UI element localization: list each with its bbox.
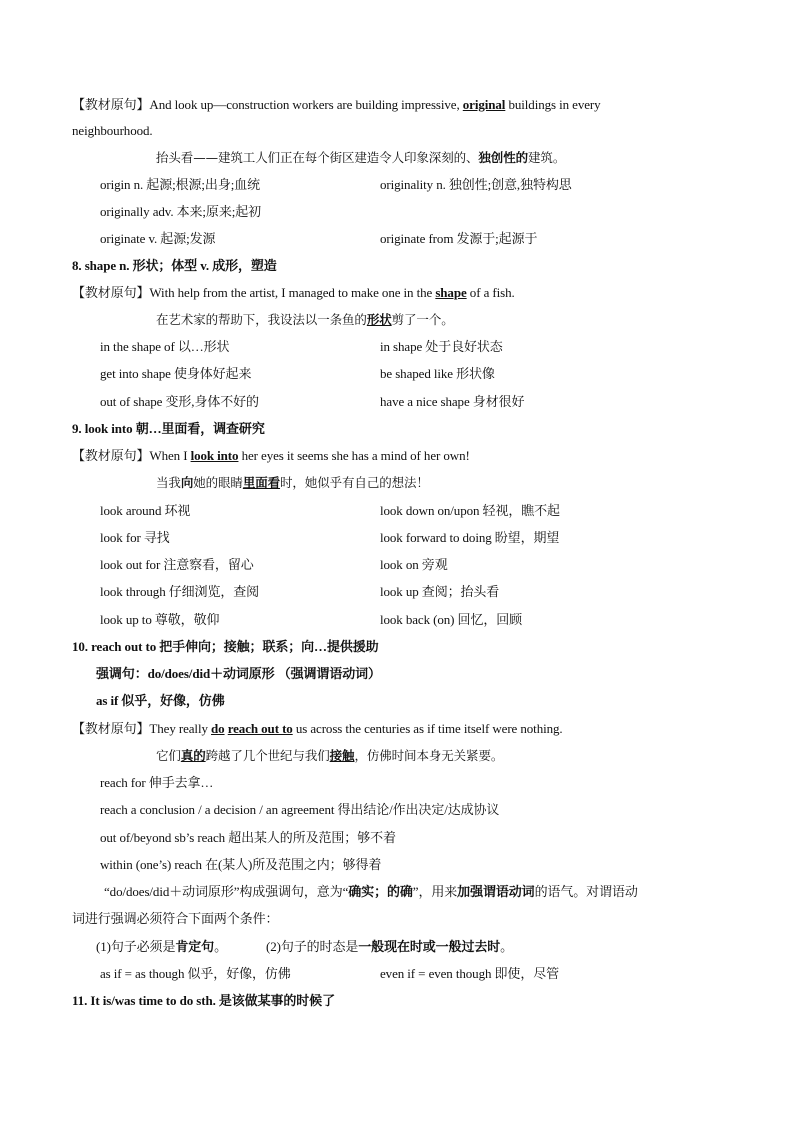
keyword-cn: 向 <box>180 475 194 490</box>
tag-label: 【教材原句】 <box>72 285 150 300</box>
s10-para-line1: “do/does/did＋动词原形”构成强调句，意为“确实；的确”，用来加强谓语动词的语气。对谓语动 <box>104 884 638 899</box>
s8-row2-left: get into shape 使身体好起来 <box>100 366 252 381</box>
s7-example-cn: 抬头看——建筑工人们正在每个街区建造令人印象深刻的、独创性的建筑。 <box>156 150 566 165</box>
s9-row4-left: look through 仔细浏览，查阅 <box>100 584 260 599</box>
keyword-cn: 真的 <box>180 748 206 763</box>
s7-row3-right: originate from 发源于;起源于 <box>380 231 538 246</box>
s8-row1-left: in the shape of 以…形状 <box>100 339 230 354</box>
s10-heading: 10. reach out to 把手伸向；接触；联系；向…提供援助 <box>72 639 379 654</box>
s10-list-item-4: within (one’s) reach 在(某人)所及范围之内；够得着 <box>100 857 382 872</box>
keyword: look into <box>190 448 239 463</box>
keyword-cn: 形状 <box>366 312 392 327</box>
keyword-cn: 独创性的 <box>478 150 529 165</box>
keyword-cn: 加强谓语动词 <box>457 884 535 899</box>
s8-row3-right: have a nice shape 身材很好 <box>380 394 525 409</box>
keyword-cn: 确实；的确 <box>348 884 413 899</box>
s9-row4-right: look up 查阅；抬头看 <box>380 584 500 599</box>
s9-row3-right: look on 旁观 <box>380 557 448 572</box>
s8-row1-right: in shape 处于良好状态 <box>380 339 503 354</box>
s7-example-en: 【教材原句】And look up—construction workers are building impressive, original buildings in every <box>72 97 601 112</box>
keyword-cn: 肯定句 <box>175 939 215 954</box>
s10-row-right: even if = even though 即使，尽管 <box>380 966 560 981</box>
s9-row2-right: look forward to doing 盼望，期望 <box>380 530 560 545</box>
s10-para-line2: 词进行强调必须符合下面两个条件： <box>72 911 279 926</box>
s10-list-item-3: out of/beyond sb’s reach 超出某人的所及范围；够不着 <box>100 830 396 845</box>
s9-example-en: 【教材原句】When I look into her eyes it seems she has a mind of her own! <box>72 448 470 463</box>
s9-row1-left: look around 环视 <box>100 503 191 518</box>
keyword: reach out to <box>227 721 293 736</box>
s9-example-cn: 当我向她的眼睛里面看时，她似乎有自己的想法！ <box>156 475 429 490</box>
s10-sub-as-if: as if 似乎，好像，仿佛 <box>96 693 225 708</box>
tag-label: 【教材原句】 <box>72 448 150 463</box>
s8-row2-right: be shaped like 形状像 <box>380 366 495 381</box>
s10-list-item-1: reach for 伸手去拿… <box>100 775 214 790</box>
s7-row1-left: origin n. 起源;根源;出身;血统 <box>100 177 261 192</box>
s10-example-cn: 它们真的跨越了几个世纪与我们接触，仿佛时间本身无关紧要。 <box>156 748 504 763</box>
keyword: do <box>211 721 225 736</box>
s8-example-cn: 在艺术家的帮助下，我设法以一条鱼的形状剪了一个。 <box>156 312 454 327</box>
s8-heading: 8. shape n. 形状；体型 v. 成形，塑造 <box>72 258 277 273</box>
tag-label: 【教材原句】 <box>72 721 150 736</box>
s9-row5-left: look up to 尊敬，敬仰 <box>100 612 220 627</box>
s8-row3-left: out of shape 变形,身体不好的 <box>100 394 259 409</box>
keyword: original <box>462 97 506 112</box>
keyword: shape <box>435 285 467 300</box>
keyword-cn: 里面看 <box>242 475 281 490</box>
tag-label: 【教材原句】 <box>72 97 150 112</box>
s9-row3-left: look out for 注意察看，留心 <box>100 557 254 572</box>
s9-row5-right: look back (on) 回忆，回顾 <box>380 612 523 627</box>
s7-row1-right: originality n. 独创性;创意,独特构思 <box>380 177 572 192</box>
s10-list-item-2: reach a conclusion / a decision / an agreement 得出结论/作出决定/达成协议 <box>100 802 500 817</box>
s10-example-en: 【教材原句】They really do reach out to us across the centuries as if time itself were nothing. <box>72 721 563 736</box>
s10-sub-emphasis: 强调句：do/does/did＋动词原形 （强调谓语动词） <box>96 666 381 681</box>
s10-condition-1: (1)句子必须是肯定句。 <box>96 939 227 954</box>
s10-condition-2: (2)句子的时态是一般现在时或一般过去时。 <box>266 939 514 954</box>
s7-row3-left: originate v. 起源;发源 <box>100 231 216 246</box>
s7-example-en-cont: neighbourhood. <box>72 123 153 138</box>
keyword-cn: 接触 <box>329 748 355 763</box>
s10-row-left: as if = as though 似乎，好像，仿佛 <box>100 966 291 981</box>
s8-example-en: 【教材原句】With help from the artist, I managed to make one in the shape of a fish. <box>72 285 515 300</box>
keyword-cn: 一般现在时或一般过去时 <box>358 939 501 954</box>
s9-row2-left: look for 寻找 <box>100 530 170 545</box>
s9-heading: 9. look into 朝…里面看，调查研究 <box>72 421 265 436</box>
s11-heading: 11. It is/was time to do sth. 是该做某事的时候了 <box>72 993 335 1008</box>
s9-row1-right: look down on/upon 轻视，瞧不起 <box>380 503 560 518</box>
s7-row2-left: originally adv. 本来;原来;起初 <box>100 204 262 219</box>
